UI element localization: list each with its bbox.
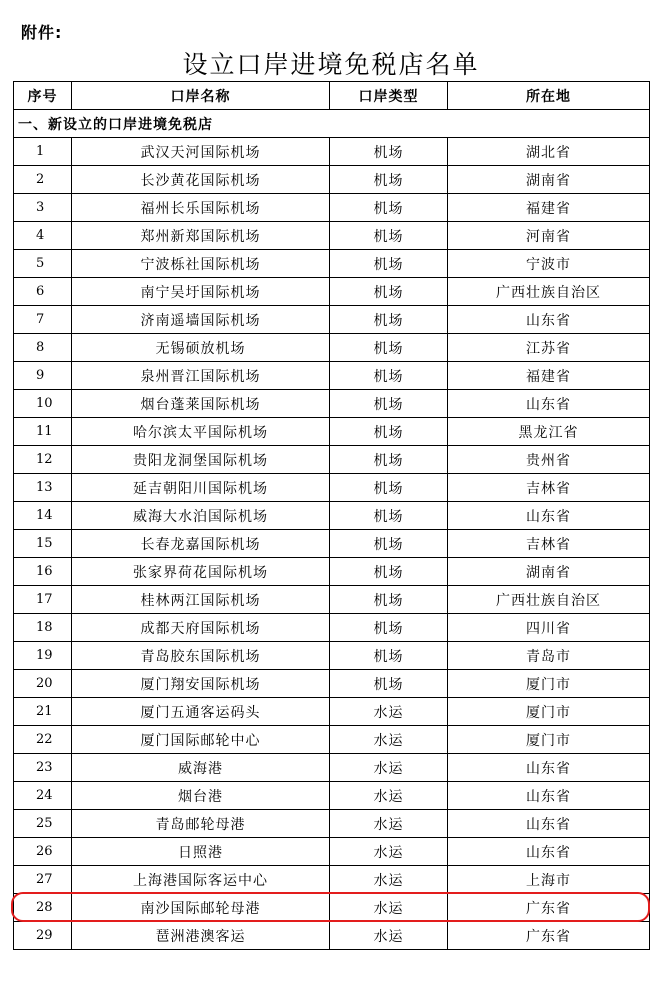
table-row: [14, 502, 650, 530]
location-cell: 厦门市: [448, 698, 650, 726]
location-cell: 山东省: [448, 838, 650, 866]
location-cell: 湖南省: [448, 166, 650, 194]
row-number: 1: [14, 138, 72, 166]
location-cell: 山东省: [448, 754, 650, 782]
port-name-cell: 武汉天河国际机场: [72, 138, 330, 166]
location-cell: 湖北省: [448, 138, 650, 166]
row-number: 5: [14, 250, 72, 278]
port-type-cell: 水运: [330, 782, 448, 810]
port-name-cell: 青岛胶东国际机场: [72, 642, 330, 670]
port-type-cell: 水运: [330, 698, 448, 726]
location-cell: 宁波市: [448, 250, 650, 278]
port-type-cell: 机场: [330, 166, 448, 194]
location-cell: 福建省: [448, 362, 650, 390]
column-header-port-name: 口岸名称: [72, 82, 330, 110]
port-name-cell: 长沙黄花国际机场: [72, 166, 330, 194]
port-type-cell: 水运: [330, 922, 448, 950]
row-number: 3: [14, 194, 72, 222]
port-name-cell: 桂林两江国际机场: [72, 586, 330, 614]
location-cell: 江苏省: [448, 334, 650, 362]
attachment-label: 附件:: [21, 23, 63, 42]
port-type-cell: 机场: [330, 390, 448, 418]
port-name-cell: 烟台港: [72, 782, 330, 810]
location-cell: 贵州省: [448, 446, 650, 474]
location-cell: 山东省: [448, 390, 650, 418]
location-cell: 吉林省: [448, 474, 650, 502]
table-row: [14, 894, 650, 922]
row-number: 4: [14, 222, 72, 250]
row-number: 11: [14, 418, 72, 446]
port-type-cell: 机场: [330, 362, 448, 390]
table-row: [14, 166, 650, 194]
table-row: [14, 278, 650, 306]
port-name-cell: 贵阳龙洞堡国际机场: [72, 446, 330, 474]
port-type-cell: 机场: [330, 614, 448, 642]
table-row: [14, 726, 650, 754]
port-type-cell: 机场: [330, 306, 448, 334]
port-type-cell: 水运: [330, 838, 448, 866]
duty-free-store-table: [13, 81, 650, 950]
port-type-cell: 机场: [330, 558, 448, 586]
port-name-cell: 成都天府国际机场: [72, 614, 330, 642]
port-name-cell: 延吉朝阳川国际机场: [72, 474, 330, 502]
table-row: [14, 670, 650, 698]
location-cell: 山东省: [448, 306, 650, 334]
row-number: 8: [14, 334, 72, 362]
port-name-cell: 郑州新郑国际机场: [72, 222, 330, 250]
location-cell: 山东省: [448, 810, 650, 838]
section-row: [14, 110, 650, 138]
row-number: 7: [14, 306, 72, 334]
location-cell: 广西壮族自治区: [448, 278, 650, 306]
port-type-cell: 水运: [330, 866, 448, 894]
table-row: [14, 474, 650, 502]
table-row: [14, 446, 650, 474]
port-type-cell: 水运: [330, 810, 448, 838]
table-row: [14, 866, 650, 894]
row-number: 22: [14, 726, 72, 754]
port-name-cell: 琶洲港澳客运: [72, 922, 330, 950]
port-name-cell: 张家界荷花国际机场: [72, 558, 330, 586]
table-row: [14, 922, 650, 950]
location-cell: 河南省: [448, 222, 650, 250]
port-name-cell: 长春龙嘉国际机场: [72, 530, 330, 558]
table-row: [14, 306, 650, 334]
location-cell: 厦门市: [448, 726, 650, 754]
port-name-cell: 威海港: [72, 754, 330, 782]
table-row: [14, 558, 650, 586]
row-number: 27: [14, 866, 72, 894]
port-type-cell: 机场: [330, 418, 448, 446]
row-number: 24: [14, 782, 72, 810]
row-number: 14: [14, 502, 72, 530]
location-cell: 山东省: [448, 782, 650, 810]
port-name-cell: 烟台蓬莱国际机场: [72, 390, 330, 418]
table-header-row: [14, 82, 650, 110]
column-header-port-type: 口岸类型: [330, 82, 448, 110]
section-title: 一、新设立的口岸进境免税店: [14, 110, 650, 138]
location-cell: 广东省: [448, 894, 650, 922]
port-type-cell: 机场: [330, 138, 448, 166]
location-cell: 福建省: [448, 194, 650, 222]
row-number: 16: [14, 558, 72, 586]
port-type-cell: 机场: [330, 502, 448, 530]
row-number: 12: [14, 446, 72, 474]
location-cell: 广西壮族自治区: [448, 586, 650, 614]
table-row: [14, 334, 650, 362]
table-row: [14, 530, 650, 558]
port-name-cell: 福州长乐国际机场: [72, 194, 330, 222]
column-header-location: 所在地: [448, 82, 650, 110]
table-row: [14, 810, 650, 838]
port-type-cell: 机场: [330, 278, 448, 306]
page-title: 设立口岸进境免税店名单: [182, 50, 480, 79]
table-row: [14, 390, 650, 418]
location-cell: 厦门市: [448, 670, 650, 698]
row-number: 28: [14, 894, 72, 922]
row-number: 21: [14, 698, 72, 726]
port-name-cell: 厦门翔安国际机场: [72, 670, 330, 698]
port-name-cell: 厦门国际邮轮中心: [72, 726, 330, 754]
port-name-cell: 哈尔滨太平国际机场: [72, 418, 330, 446]
port-type-cell: 机场: [330, 642, 448, 670]
port-type-cell: 机场: [330, 586, 448, 614]
row-number: 13: [14, 474, 72, 502]
port-type-cell: 机场: [330, 194, 448, 222]
row-number: 15: [14, 530, 72, 558]
port-name-cell: 宁波栎社国际机场: [72, 250, 330, 278]
location-cell: 四川省: [448, 614, 650, 642]
location-cell: 湖南省: [448, 558, 650, 586]
port-type-cell: 机场: [330, 446, 448, 474]
port-type-cell: 水运: [330, 894, 448, 922]
row-number: 19: [14, 642, 72, 670]
row-number: 18: [14, 614, 72, 642]
row-number: 2: [14, 166, 72, 194]
table-row: [14, 642, 650, 670]
row-number: 29: [14, 922, 72, 950]
table-row: [14, 586, 650, 614]
port-name-cell: 泉州晋江国际机场: [72, 362, 330, 390]
table-row: [14, 222, 650, 250]
port-name-cell: 威海大水泊国际机场: [72, 502, 330, 530]
table-row: [14, 782, 650, 810]
column-header-number: 序号: [14, 82, 72, 110]
table-row: [14, 194, 650, 222]
location-cell: 吉林省: [448, 530, 650, 558]
table-row: [14, 362, 650, 390]
port-type-cell: 水运: [330, 754, 448, 782]
port-name-cell: 上海港国际客运中心: [72, 866, 330, 894]
location-cell: 山东省: [448, 502, 650, 530]
port-type-cell: 水运: [330, 726, 448, 754]
table-row: [14, 418, 650, 446]
table-row: [14, 754, 650, 782]
location-cell: 青岛市: [448, 642, 650, 670]
row-number: 17: [14, 586, 72, 614]
location-cell: 黑龙江省: [448, 418, 650, 446]
port-type-cell: 机场: [330, 530, 448, 558]
port-name-cell: 济南遥墙国际机场: [72, 306, 330, 334]
location-cell: 上海市: [448, 866, 650, 894]
row-number: 10: [14, 390, 72, 418]
table-row: [14, 614, 650, 642]
row-number: 20: [14, 670, 72, 698]
port-name-cell: 南沙国际邮轮母港: [72, 894, 330, 922]
port-name-cell: 厦门五通客运码头: [72, 698, 330, 726]
row-number: 6: [14, 278, 72, 306]
port-name-cell: 青岛邮轮母港: [72, 810, 330, 838]
row-number: 23: [14, 754, 72, 782]
port-type-cell: 机场: [330, 334, 448, 362]
table-row: [14, 838, 650, 866]
row-number: 9: [14, 362, 72, 390]
port-type-cell: 机场: [330, 474, 448, 502]
table-row: [14, 138, 650, 166]
table-row: [14, 698, 650, 726]
row-number: 25: [14, 810, 72, 838]
location-cell: 广东省: [448, 922, 650, 950]
port-name-cell: 南宁吴圩国际机场: [72, 278, 330, 306]
port-name-cell: 无锡硕放机场: [72, 334, 330, 362]
row-number: 26: [14, 838, 72, 866]
port-type-cell: 机场: [330, 222, 448, 250]
port-name-cell: 日照港: [72, 838, 330, 866]
port-type-cell: 机场: [330, 670, 448, 698]
table-row: [14, 250, 650, 278]
port-type-cell: 机场: [330, 250, 448, 278]
